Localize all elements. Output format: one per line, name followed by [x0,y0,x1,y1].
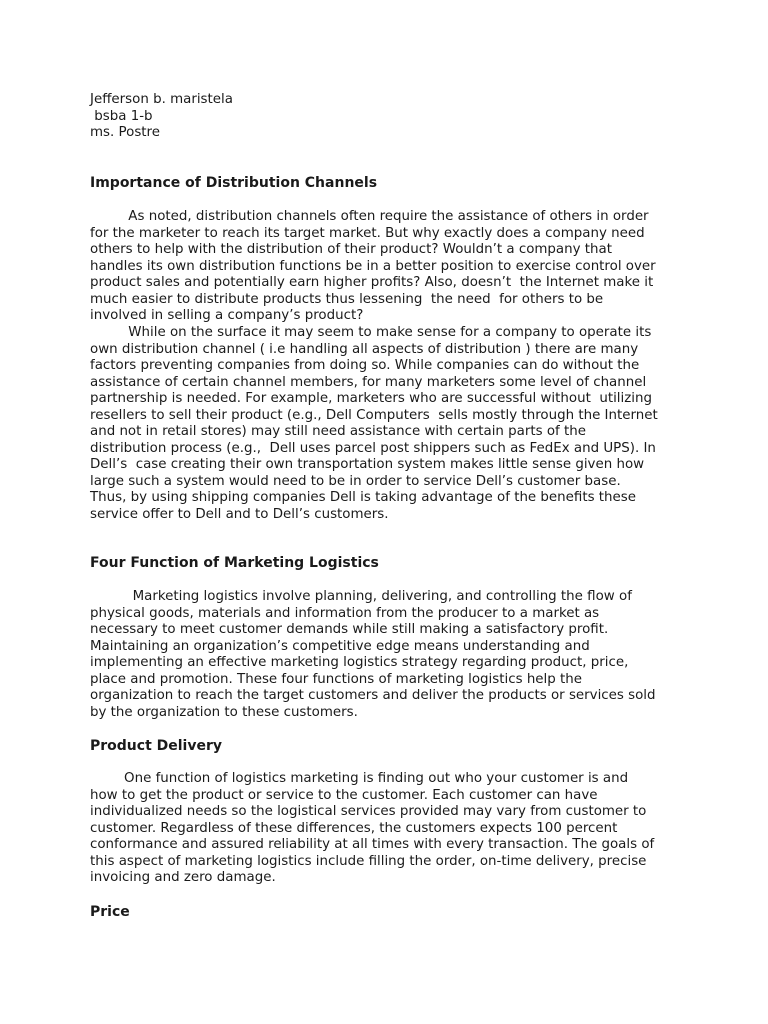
text-line: customer. Regardless of these differences, the customers expects 100 percent [90,820,618,836]
text-line: Marketing logistics involve planning, delivering, and controlling the flow of [90,589,632,604]
text-line: factors preventing companies from doing so. While companies can do without the [90,358,640,373]
text-line: by the organization to these customers. [90,704,358,720]
paragraph-marketing-logistics [90,589,685,721]
text-line: conformance and assured reliability at all times with every transaction. The goals of [90,837,655,852]
text-line: individualized needs so the logistical services provided may vary from customer to [90,804,647,819]
text-line: Dell’s case creating their own transportation system makes little sense given how [90,457,645,472]
text-line: place and promotion. These four functions of marketing logistics help the [90,671,583,687]
paragraph-distribution-detail [90,325,685,523]
text-line: handles its own distribution functions be in a better position to exercise control over [90,258,656,274]
text-line: service offer to Dell and to Dell’s customers. [90,506,389,522]
instructor-name: ms. Postre [90,125,160,140]
text-line: involved in selling a company’s product? [90,308,364,323]
text-line: and not in retail stores) may still need assistance with certain parts of the [90,424,587,439]
text-line: product sales and potentially earn higher profits? Also, doesn’t the Internet make it [90,275,654,290]
text-line: others to help with the distribution of their product? Wouldn’t a company that [90,242,612,257]
section-heading-price: Price [90,904,130,920]
text-line: implementing an effective marketing logistics strategy regarding product, price, [90,655,629,670]
text-line: large such a system would need to be in order to service Dell’s customer base. [90,473,621,489]
text-line: One function of logistics marketing is finding out who your customer is and [90,771,629,786]
text-line: distribution process (e.g., Dell uses parcel post shippers such as FedEx and UPS). In [90,440,656,456]
section-heading-distribution-channels: Importance of Distribution Channels [90,175,378,191]
text-line: for the marketer to reach its target market. But why exactly does a company need [90,225,645,241]
text-line: resellers to sell their product (e.g., Dell Computers sells mostly through the Internet [90,407,658,423]
course-section: bsba 1-b [90,108,153,124]
author-name: Jefferson b. maristela [90,92,233,107]
text-line: how to get the product or service to the customer. Each customer can have [90,787,598,803]
text-line: necessary to meet customer demands while still making a satisfactory profit. [90,622,609,637]
text-line: organization to reach the target customers and deliver the products or services sold [90,688,656,703]
section-heading-marketing-logistics: Four Function of Marketing Logistics [90,555,379,571]
text-line: Maintaining an organization’s competitive edge means understanding and [90,638,590,654]
text-line: partnership is needed. For example, marketers who are successful without utilizing [90,391,652,406]
text-line: assistance of certain channel members, for many marketers some level of channel [90,374,647,390]
paragraph-distribution-intro [90,209,685,325]
author-block [90,92,233,142]
text-line: physical goods, materials and information from the producer to a market as [90,605,600,621]
text-line: own distribution channel ( i.e handling all aspects of distribution ) there are many [90,341,639,357]
text-line: invoicing and zero damage. [90,870,276,885]
paragraph-product-delivery [90,771,685,887]
text-line: much easier to distribute products thus lessening the need for others to be [90,291,604,307]
section-heading-product-delivery: Product Delivery [90,738,223,754]
text-line: As noted, distribution channels often require the assistance of others in order [90,209,649,224]
text-line: this aspect of marketing logistics include filling the order, on-time delivery, precise [90,853,647,869]
text-line: While on the surface it may seem to make sense for a company to operate its [90,325,652,340]
text-line: Thus, by using shipping companies Dell is taking advantage of the benefits these [90,490,636,505]
